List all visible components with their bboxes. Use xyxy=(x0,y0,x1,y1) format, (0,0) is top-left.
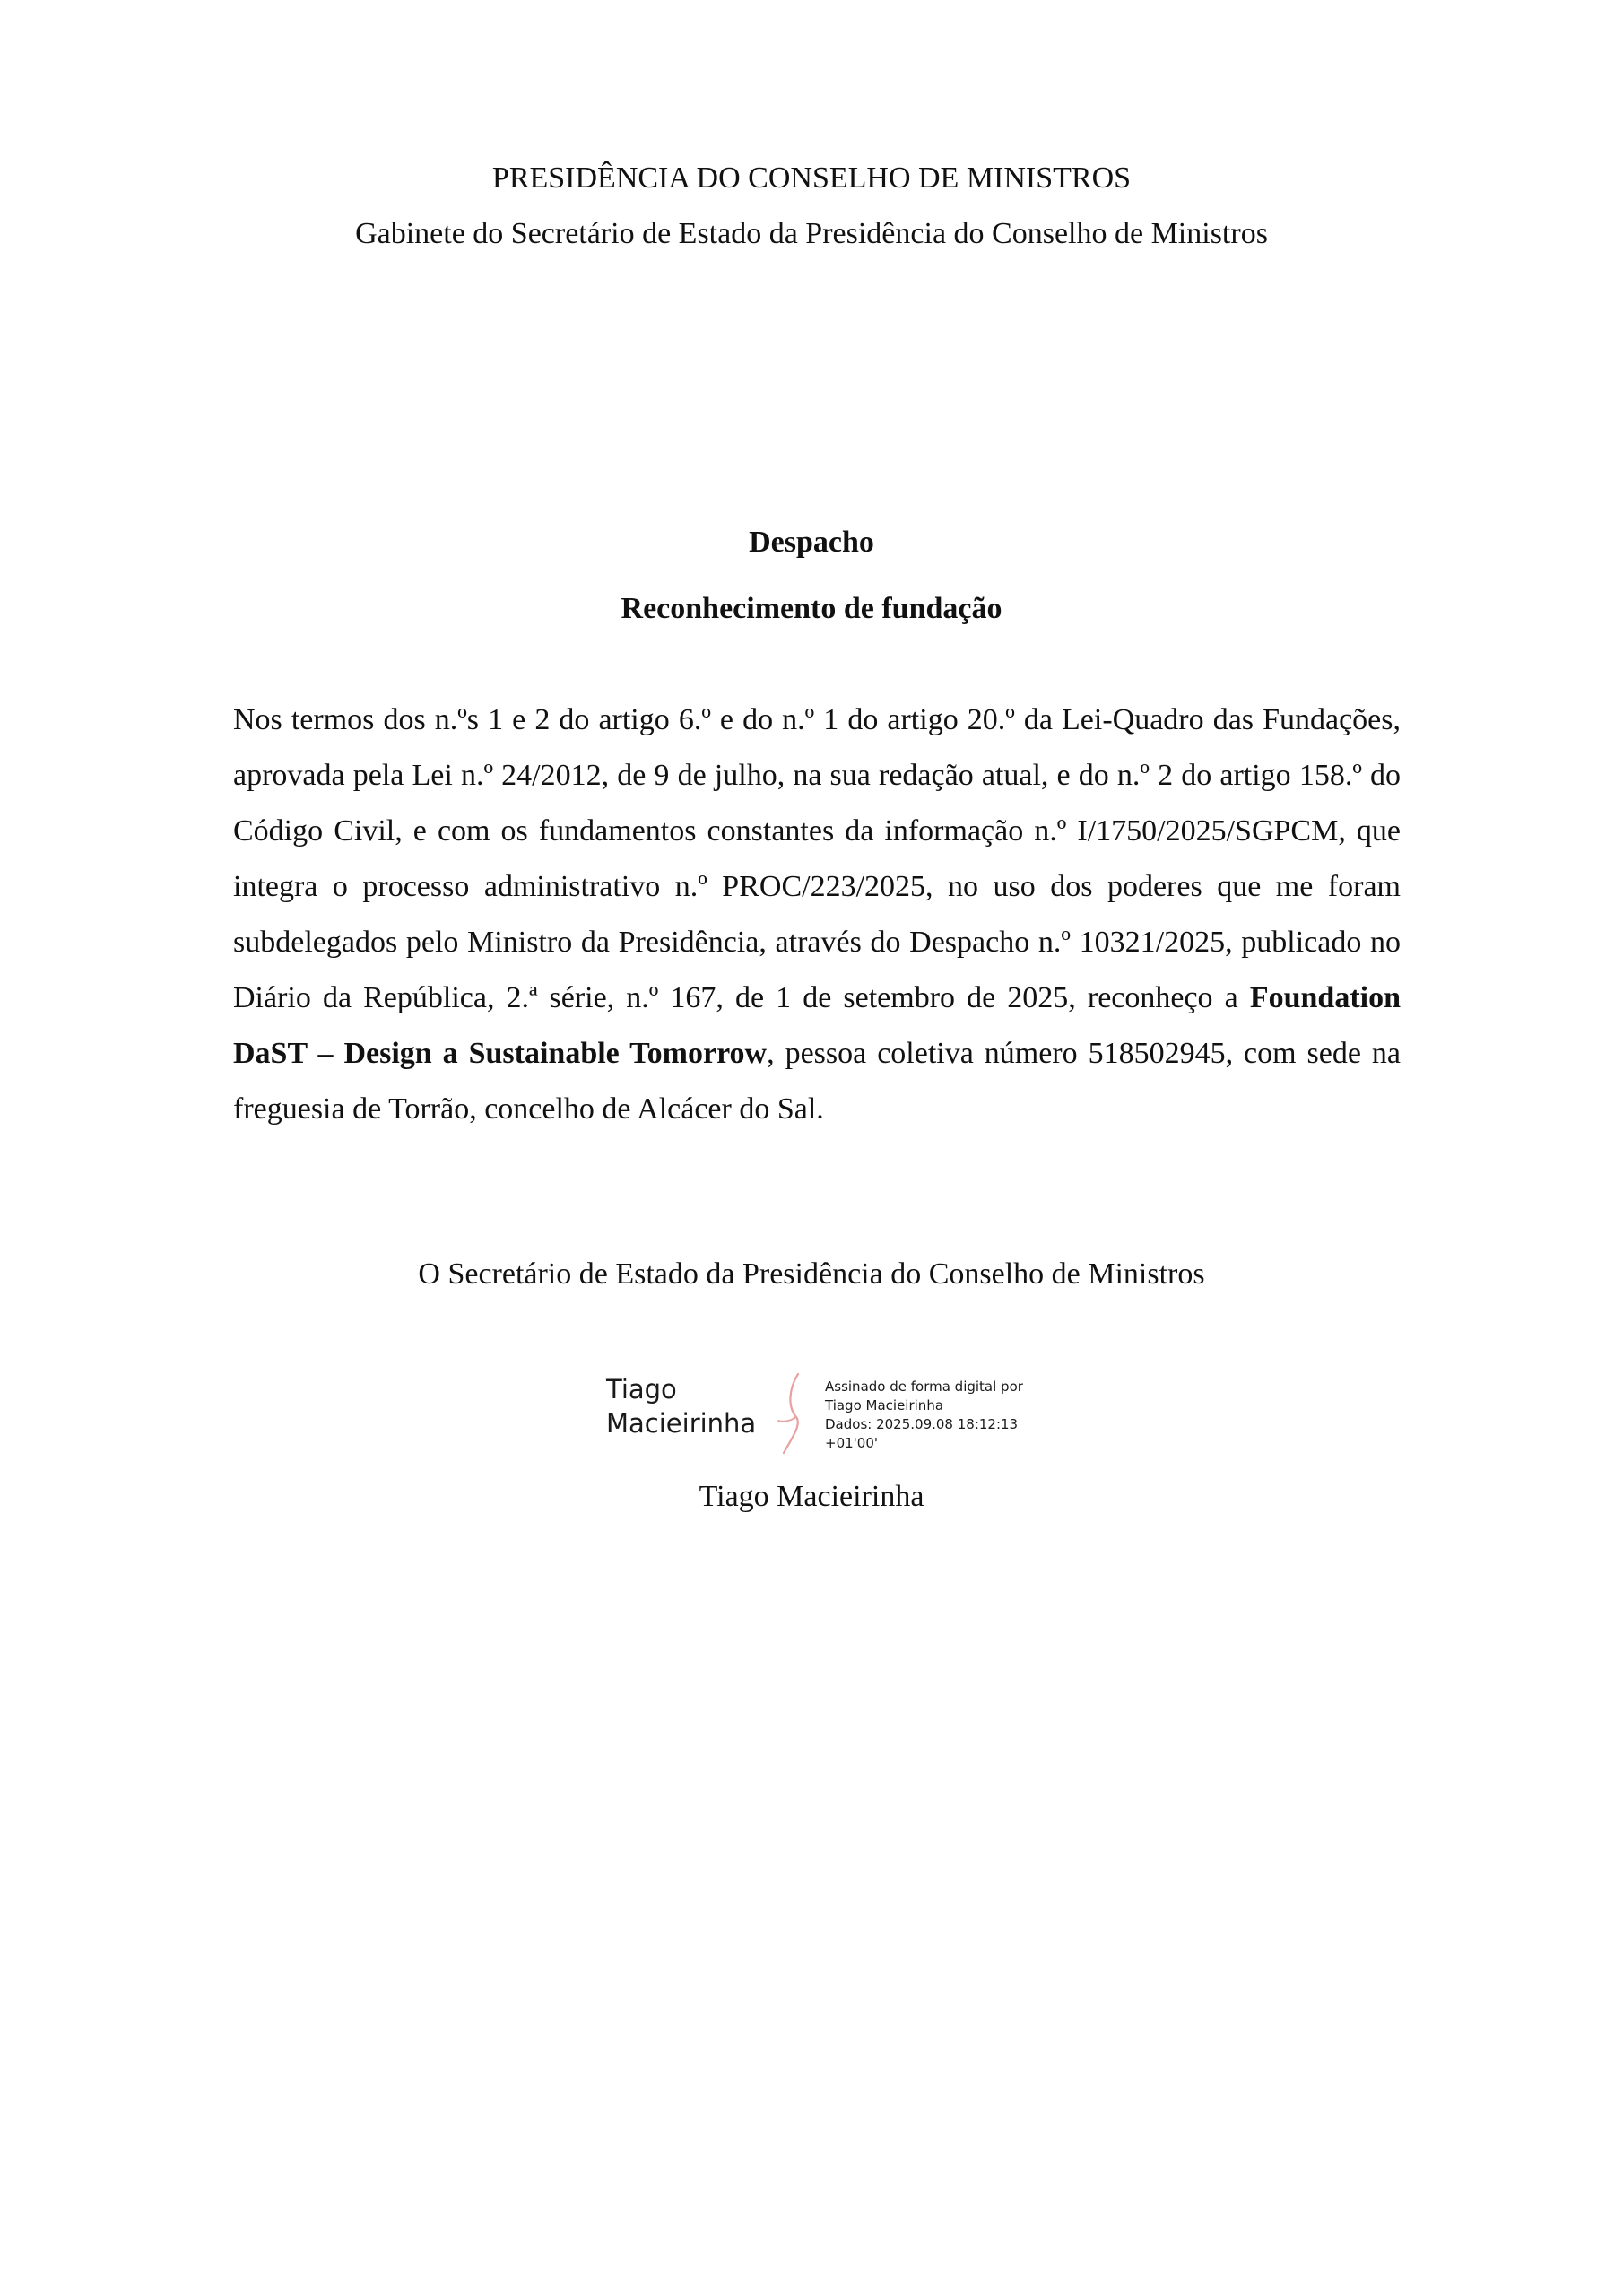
order-body-part1: Nos termos dos n.ºs 1 e 2 do artigo 6.º e do n.º 1 do artigo 20.º da Lei-Quadro das Fundações, aprovada pela Lei n.º 24/2012, de 9 de julho, na sua redação atual, e do n.º 2 do artigo 158.º do Código Civil, e com os fundamentos constantes da informação n.º I/1750/2025/SGPCM, que integra o processo administrativo n.º PROC/223/2025, no uso dos poderes que me foram subdelegados pelo Ministro da Presidência, através do Despacho n.º 10321/2025, publicado no Diário da República, 2.ª série, n.º 167, de 1 de setembro de 2025, reconheço a xyxy=(233,703,1401,1014)
document-subject: Reconhecimento de fundação xyxy=(621,592,1002,625)
signer-role: O Secretário de Estado da Presidência do Conselho de Ministros xyxy=(418,1257,1205,1291)
cabinet-name: Gabinete do Secretário de Estado da Presidência do Conselho de Ministros xyxy=(355,217,1268,250)
signature-detail-line2: Tiago Macieirinha xyxy=(825,1397,944,1413)
signer-name: Tiago Macieirinha xyxy=(699,1480,924,1513)
order-body xyxy=(233,692,1401,1137)
signature-name-line1: Tiago xyxy=(606,1374,677,1405)
document-title-block xyxy=(0,509,1623,642)
order-body-part2: , pessoa coletiva número 518502945, com sede na freguesia de Torrão, concelho de Alcácer do Sal. xyxy=(233,1037,1401,1126)
foundation-name: Foundation DaST – Design a Sustainable Tomorrow xyxy=(233,981,1402,1070)
signature-name xyxy=(606,1372,756,1440)
signature-detail-line4: +01'00' xyxy=(825,1435,878,1451)
ministry-name: PRESIDÊNCIA DO CONSELHO DE MINISTROS xyxy=(491,161,1132,195)
signature-detail-line3: Dados: 2025.09.08 18:12:13 xyxy=(825,1416,1019,1432)
signature-mark-icon xyxy=(775,1370,811,1460)
document-type: Despacho xyxy=(749,526,874,559)
signature-name-line2: Macieirinha xyxy=(606,1408,757,1439)
signature-detail-line1: Assinado de forma digital por xyxy=(825,1378,1023,1395)
digital-signature-stamp xyxy=(606,1370,1028,1478)
document-header xyxy=(0,151,1623,262)
signature-details xyxy=(825,1378,1023,1453)
